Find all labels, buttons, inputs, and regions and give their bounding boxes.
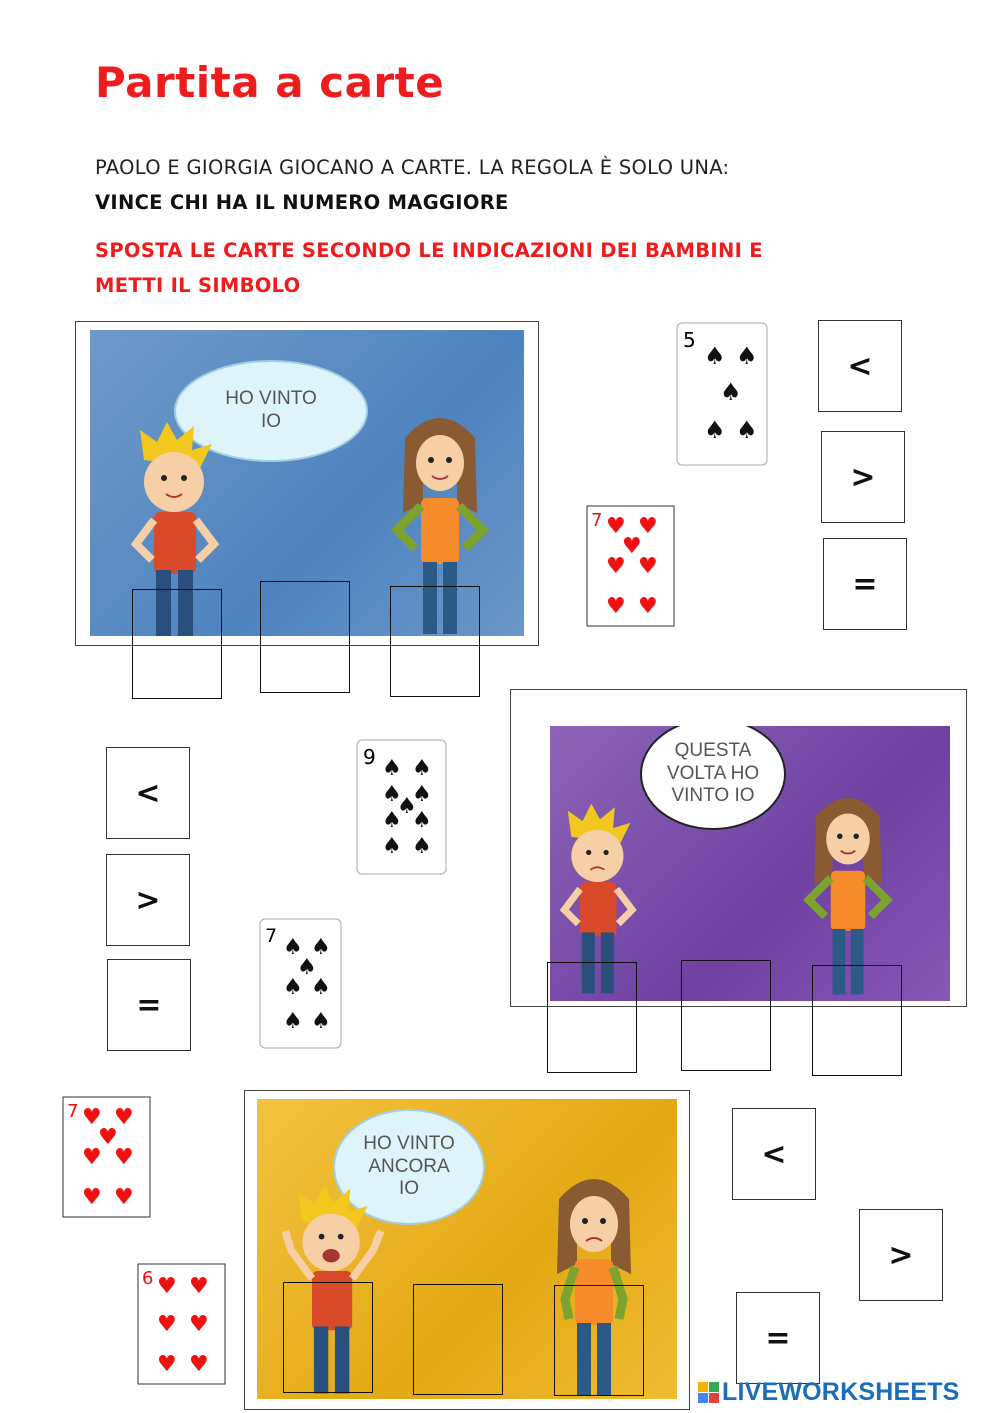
svg-text:♥: ♥: [606, 514, 626, 539]
svg-text:5: 5: [683, 328, 696, 352]
svg-text:♥: ♥: [638, 514, 658, 539]
svg-text:♥: ♥: [157, 1274, 177, 1299]
svg-text:♠: ♠: [704, 342, 726, 370]
svg-text:9: 9: [363, 745, 376, 769]
svg-text:♥: ♥: [82, 1145, 102, 1170]
svg-text:♠: ♠: [382, 756, 402, 781]
svg-text:♥: ♥: [157, 1352, 177, 1377]
svg-text:♥: ♥: [157, 1312, 177, 1337]
svg-text:7: 7: [591, 510, 603, 531]
speech-bubble: HO VINTO IO: [174, 360, 368, 462]
symbol-greater-than[interactable]: >: [106, 854, 190, 946]
svg-text:♠: ♠: [283, 1009, 303, 1034]
svg-text:♠: ♠: [736, 416, 758, 444]
drop-box-giorgia-card[interactable]: [812, 965, 902, 1076]
playing-card-9-spades[interactable]: [356, 739, 447, 875]
instruction-line-1: SPOSTA LE CARTE SECONDO LE INDICAZIONI DEI BAMBINI E: [95, 239, 763, 262]
speech-bubble: HO VINTO ANCORA IO: [333, 1109, 485, 1225]
speech-bubble: QUESTA VOLTA HO VINTO IO: [640, 726, 786, 830]
svg-text:♠: ♠: [704, 416, 726, 444]
drop-box-symbol[interactable]: [413, 1284, 503, 1395]
svg-text:♥: ♥: [98, 1125, 118, 1150]
instruction-line-2: METTI IL SIMBOLO: [95, 274, 301, 297]
playing-card-6-hearts[interactable]: [137, 1263, 226, 1385]
drop-box-symbol[interactable]: [681, 960, 771, 1071]
symbol-equal[interactable]: =: [107, 959, 191, 1051]
svg-text:♥: ♥: [114, 1105, 134, 1130]
svg-text:♥: ♥: [82, 1185, 102, 1210]
brand-squares-icon: [698, 1382, 719, 1403]
svg-text:7: 7: [67, 1101, 79, 1122]
svg-text:♥: ♥: [189, 1312, 209, 1337]
drop-box-paolo-card[interactable]: [132, 589, 222, 699]
intro-line-1: PAOLO E GIORGIA GIOCANO A CARTE. LA REGOLA È SOLO UNA:: [95, 156, 730, 179]
svg-text:♠: ♠: [311, 1009, 331, 1034]
playing-card-5-spades[interactable]: [676, 322, 768, 466]
svg-text:♥: ♥: [189, 1352, 209, 1377]
symbol-greater-than[interactable]: >: [859, 1209, 943, 1301]
symbol-less-than[interactable]: <: [818, 320, 902, 412]
svg-text:♠: ♠: [297, 955, 317, 980]
symbol-less-than[interactable]: <: [732, 1108, 816, 1200]
symbol-equal[interactable]: =: [736, 1292, 820, 1384]
playing-card-7-hearts[interactable]: [586, 505, 675, 627]
svg-text:♠: ♠: [283, 975, 303, 1000]
svg-text:♥: ♥: [189, 1274, 209, 1299]
svg-text:♠: ♠: [382, 834, 402, 859]
svg-text:♠: ♠: [412, 834, 432, 859]
svg-text:6: 6: [142, 1268, 154, 1289]
symbol-less-than[interactable]: <: [106, 747, 190, 839]
svg-text:♥: ♥: [622, 534, 642, 559]
svg-text:♠: ♠: [382, 782, 402, 807]
intro-rule: VINCE CHI HA IL NUMERO MAGGIORE: [95, 191, 509, 214]
symbol-greater-than[interactable]: >: [821, 431, 905, 523]
svg-text:♥: ♥: [638, 554, 658, 579]
svg-text:♥: ♥: [606, 554, 626, 579]
liveworksheets-logo: [698, 1378, 960, 1407]
svg-text:♠: ♠: [311, 935, 331, 960]
svg-text:♥: ♥: [114, 1145, 134, 1170]
svg-text:♠: ♠: [397, 794, 417, 819]
svg-text:♠: ♠: [720, 378, 742, 406]
svg-text:♠: ♠: [412, 808, 432, 833]
drop-box-paolo-card[interactable]: [547, 962, 637, 1073]
svg-text:♠: ♠: [382, 808, 402, 833]
drop-box-paolo-card[interactable]: [283, 1282, 373, 1393]
svg-text:♥: ♥: [82, 1105, 102, 1130]
svg-text:♠: ♠: [311, 975, 331, 1000]
svg-text:♥: ♥: [638, 594, 658, 619]
svg-text:7: 7: [265, 925, 278, 947]
svg-text:♠: ♠: [283, 935, 303, 960]
symbol-equal[interactable]: =: [823, 538, 907, 630]
brand-name: LIVEWORKSHEETS: [722, 1378, 960, 1406]
svg-text:♥: ♥: [606, 594, 626, 619]
page-title: Partita a carte: [95, 58, 445, 107]
svg-text:♠: ♠: [412, 782, 432, 807]
drop-box-giorgia-card[interactable]: [554, 1285, 644, 1396]
playing-card-7-spades[interactable]: [259, 918, 342, 1049]
svg-text:♥: ♥: [114, 1185, 134, 1210]
drop-box-giorgia-card[interactable]: [390, 586, 480, 697]
playing-card-7-hearts[interactable]: [62, 1096, 151, 1218]
svg-text:♠: ♠: [736, 342, 758, 370]
drop-box-symbol[interactable]: [260, 581, 350, 693]
svg-text:♠: ♠: [412, 756, 432, 781]
